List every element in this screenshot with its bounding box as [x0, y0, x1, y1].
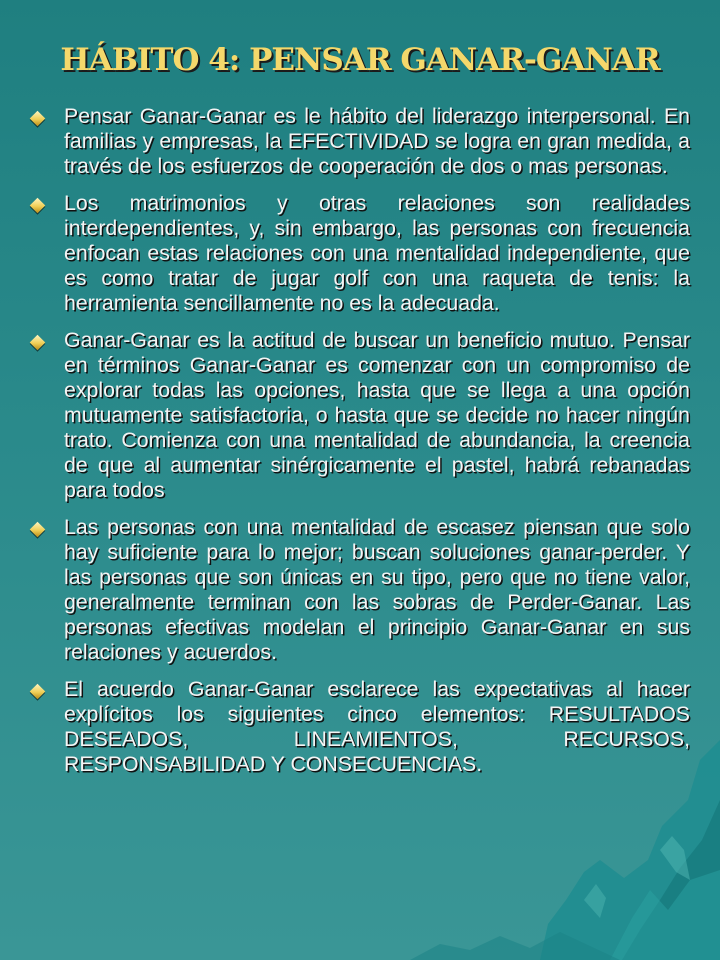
bullet-text-5: El acuerdo Ganar-Ganar esclarece las expectativas al hacer explícitos los siguientes cinco elementos: RESULTADOS DESEADOS, LINEAMIENTOS, RECURSOS, RESPONSABILIDAD Y CONSECUENCIAS. [64, 677, 690, 776]
bullet-text-2: Los matrimonios y otras relaciones son realidades interdependientes, y, sin embargo, las personas con frecuencia enfocan estas relaciones con una mentalidad independiente, que es como tratar de jugar golf con una raqueta de tenis: la herramienta sencillamente no es la adecuada. [64, 191, 690, 315]
bullet-item-2 [30, 191, 690, 316]
bullet-text-3: Ganar-Ganar es la actitud de buscar un beneficio mutuo. Pensar en términos Ganar-Ganar es comenzar con un compromiso de explorar todas las opciones, hasta que se llega a una opción mutuamente satisfactoria, o hasta que se decide no hacer ningún trato. Comienza con una mentalidad de abundancia, la creencia de que al aumentar sinérgicamente el pastel, habrá rebanadas para todos [64, 328, 690, 502]
diamond-bullet-icon [30, 198, 46, 214]
bullet-item-5 [30, 677, 690, 777]
bullet-item-1 [30, 104, 690, 179]
diamond-bullet-icon [30, 522, 46, 538]
bullet-text-4: Las personas con una mentalidad de escasez piensan que solo hay suficiente para lo mejor; buscan soluciones ganar-perder. Y las personas que son únicas en su tipo, pero que no tiene valor, generalmente terminan con las sobras de Perder-Ganar. Las personas efectivas modelan el principio Ganar-Ganar en sus relaciones y acuerdos. [64, 515, 690, 664]
bullet-item-4 [30, 515, 690, 665]
diamond-bullet-icon [30, 335, 46, 351]
bullet-item-3 [30, 328, 690, 503]
diamond-bullet-icon [30, 111, 46, 127]
bullet-text-1: Pensar Ganar-Ganar es le hábito del liderazgo interpersonal. En familias y empresas, la EFECTIVIDAD se logra en gran medida, a través de los esfuerzos de cooperación de dos o mas personas. [64, 104, 690, 178]
slide-title: HÁBITO 4: PENSAR GANAR-GANAR [60, 42, 660, 78]
diamond-bullet-icon [30, 684, 46, 700]
bullet-list [30, 104, 690, 789]
